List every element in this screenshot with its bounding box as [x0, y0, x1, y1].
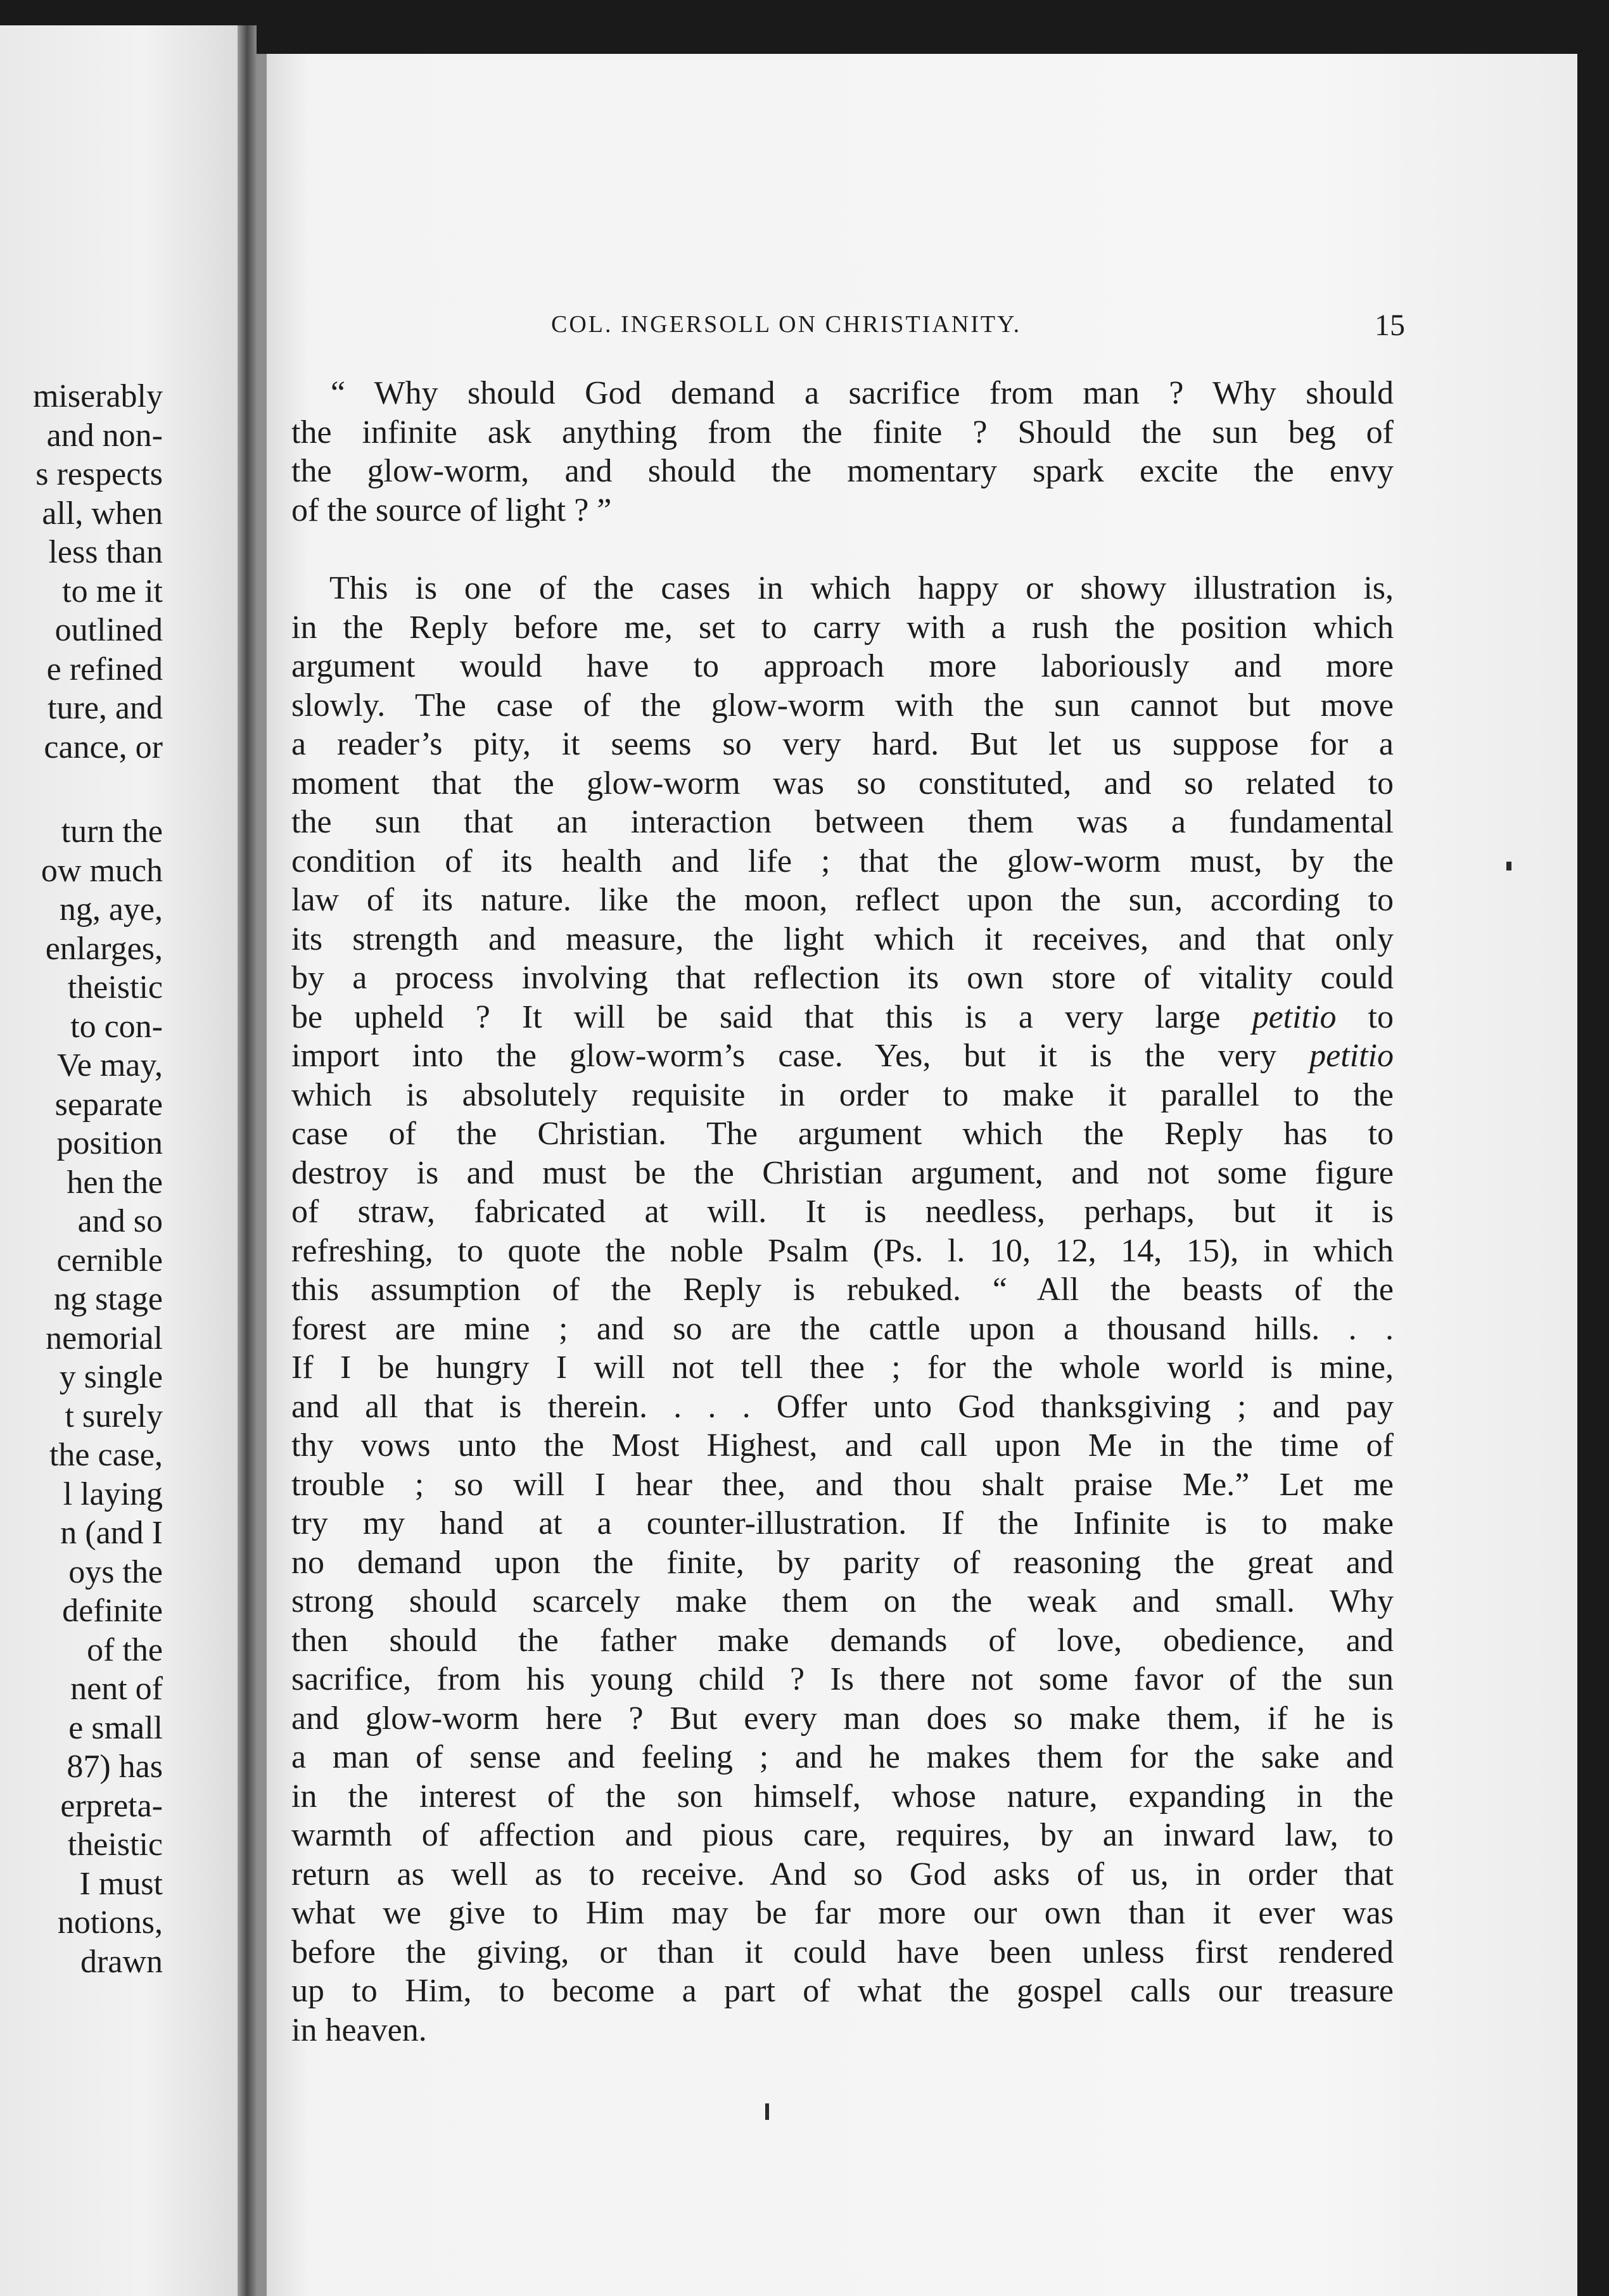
quote-block: [291, 374, 1394, 530]
book-gutter: [238, 25, 257, 2296]
paragraph-line: and glow-worm here ? But every man does so make them, if he is: [291, 1700, 1394, 1737]
paragraph-line: trouble ; so will I hear thee, and thou shalt praise Me.” Let me: [291, 1466, 1394, 1503]
quote-line: the glow-worm, and should the momentary spark excite the envy: [291, 453, 1394, 489]
paragraph-line: what we give to Him may be far more our own than it ever was: [291, 1895, 1394, 1931]
left-page-line: t surely: [65, 1398, 163, 1434]
left-page-line: all, when: [42, 495, 163, 532]
quote-line: the infinite ask anything from the finite ? Should the sun beg of: [291, 414, 1394, 450]
left-page-line: to me it: [62, 573, 163, 609]
paragraph-line: in the interest of the son himself, whose nature, expanding in the: [291, 1778, 1394, 1814]
paragraph-line: import into the glow-worm’s case. Yes, but it is the very petitio: [291, 1038, 1394, 1074]
left-page-line: less than: [48, 534, 163, 570]
left-page-line: theistic: [67, 969, 163, 1005]
left-page-line: n (and I: [60, 1515, 163, 1551]
paragraph-line: a reader’s pity, it seems so very hard. But let us suppose for a: [291, 726, 1394, 762]
paragraph-line: before the giving, or than it could have been unless first rendered: [291, 1934, 1394, 1970]
left-page-line: nent of: [70, 1671, 163, 1707]
left-page-line: Ve may,: [56, 1047, 163, 1083]
quote-line: of the source of light ? ”: [291, 492, 612, 528]
left-page-line: the case,: [49, 1437, 163, 1473]
quote-line: “ Why should God demand a sacrifice from man ? Why should: [331, 375, 1394, 411]
left-page-line: hen the: [67, 1164, 163, 1201]
paragraph-line: by a process involving that reflection its own store of vitality could: [291, 960, 1394, 996]
left-page-line: and non-: [46, 417, 163, 454]
paragraph-line: a man of sense and feeling ; and he makes them for the sake and: [291, 1739, 1394, 1775]
left-page-line: [0, 767, 163, 812]
paragraph-line: destroy is and must be the Christian argument, and not some figure: [291, 1154, 1394, 1191]
left-page-line: I must: [79, 1865, 163, 1902]
left-page-text: [0, 377, 163, 1981]
paragraph-line: be upheld ? It will be said that this is a very large petitio to: [291, 998, 1394, 1035]
left-page-line: cernible: [56, 1242, 163, 1279]
paragraph-line: law of its nature. like the moon, reflect upon the sun, according to: [291, 882, 1394, 918]
left-page-line: s respects: [35, 456, 163, 492]
paragraph-line: argument would have to approach more laboriously and more: [291, 648, 1394, 684]
paragraph-line: If I be hungry I will not tell thee ; for the whole world is mine,: [291, 1349, 1394, 1386]
left-page-line: and so: [77, 1203, 163, 1239]
paragraph-line: and all that is therein. . . . Offer unto God thanksgiving ; and pay: [291, 1388, 1394, 1425]
paragraph-line: which is absolutely requisite in order to make it parallel to the: [291, 1076, 1394, 1113]
paragraph-line: refreshing, to quote the noble Psalm (Ps. l. 10, 12, 14, 15), in which: [291, 1232, 1394, 1269]
left-page-line: enlarges,: [45, 930, 163, 967]
left-page-line: 87) has: [67, 1749, 163, 1785]
paragraph-line: try my hand at a counter-illustration. If the Infinite is to make: [291, 1505, 1394, 1541]
left-page-line: e refined: [46, 651, 163, 687]
page-edge: [257, 54, 267, 2296]
main-paragraph: [291, 569, 1394, 2050]
left-page-line: cance, or: [44, 729, 163, 765]
left-page-line: position: [56, 1125, 163, 1161]
left-page-line: outlined: [54, 612, 163, 648]
left-page-line: y single: [59, 1359, 163, 1395]
paragraph-line: up to Him, to become a part of what the gospel calls our treasure: [291, 1973, 1394, 2009]
paragraph-line: return as well as to receive. And so God asks of us, in order that: [291, 1856, 1394, 1892]
left-page-line: to con-: [70, 1008, 163, 1045]
paragraph-line: this assumption of the Reply is rebuked. “ All the beasts of the: [291, 1272, 1394, 1308]
paragraph-line: slowly. The case of the glow-worm with the sun cannot but move: [291, 687, 1394, 724]
paragraph-line: This is one of the cases in which happy or showy illustration is,: [329, 570, 1394, 606]
paragraph-line: condition of its health and life ; that the glow-worm must, by the: [291, 843, 1394, 879]
left-page-line: of the: [87, 1631, 163, 1668]
left-page-line: l laying: [63, 1476, 163, 1512]
left-page-line: e small: [68, 1709, 163, 1746]
paragraph-line: strong should scarcely make them on the weak and small. Why: [291, 1583, 1394, 1619]
left-page-line: oys the: [68, 1553, 163, 1590]
paragraph-line: warmth of affection and pious care, requires, by an inward law, to: [291, 1817, 1394, 1853]
body-text: [291, 374, 1394, 2050]
paragraph-line: in heaven.: [291, 2012, 427, 2048]
paragraph-line: moment that the glow-worm was so constituted, and so related to: [291, 765, 1394, 801]
left-page-line: notions,: [57, 1904, 163, 1941]
left-page-line: separate: [54, 1086, 163, 1123]
paragraph-line: thy vows unto the Most Highest, and call upon Me in the time of: [291, 1427, 1394, 1464]
left-page-line: definite: [62, 1593, 163, 1629]
left-page-line: nemorial: [46, 1320, 163, 1356]
paragraph-line: of straw, fabricated at will. It is needless, perhaps, but it is: [291, 1194, 1394, 1230]
paragraph-line: forest are mine ; and so are the cattle upon a thousand hills. . .: [291, 1310, 1394, 1347]
left-facing-page: [0, 25, 238, 2296]
paragraph-line: in the Reply before me, set to carry with a rush the position which: [291, 609, 1394, 646]
running-head: COL. INGERSOLL ON CHRISTIANITY.: [551, 311, 1022, 338]
paragraph-line: no demand upon the finite, by parity of reasoning the great and: [291, 1544, 1394, 1581]
left-page-line: ng stage: [54, 1281, 163, 1317]
left-page-line: ture, and: [48, 690, 163, 726]
left-page-line: miserably: [32, 378, 163, 414]
paragraph-line: case of the Christian. The argument which the Reply has to: [291, 1116, 1394, 1152]
left-page-line: ng, aye,: [59, 891, 163, 928]
paragraph-line: its strength and measure, the light which it receives, and that only: [291, 921, 1394, 957]
left-page-line: turn the: [61, 813, 163, 850]
left-page-line: theistic: [67, 1827, 163, 1863]
page-number: 15: [1375, 309, 1405, 342]
paragraph-line: the sun that an interaction between them was a fundamental: [291, 804, 1394, 840]
left-page-line: erpreta-: [60, 1787, 163, 1824]
paragraph-line: sacrifice, from his young child ? Is there not some favor of the sun: [291, 1661, 1394, 1697]
left-page-line: drawn: [80, 1943, 163, 1980]
paragraph-line: then should the father make demands of love, obedience, and: [291, 1622, 1394, 1659]
scan-artifact-dot: [1506, 862, 1511, 871]
scan-artifact-mark: [765, 2103, 769, 2120]
left-page-line: ow much: [41, 852, 163, 889]
